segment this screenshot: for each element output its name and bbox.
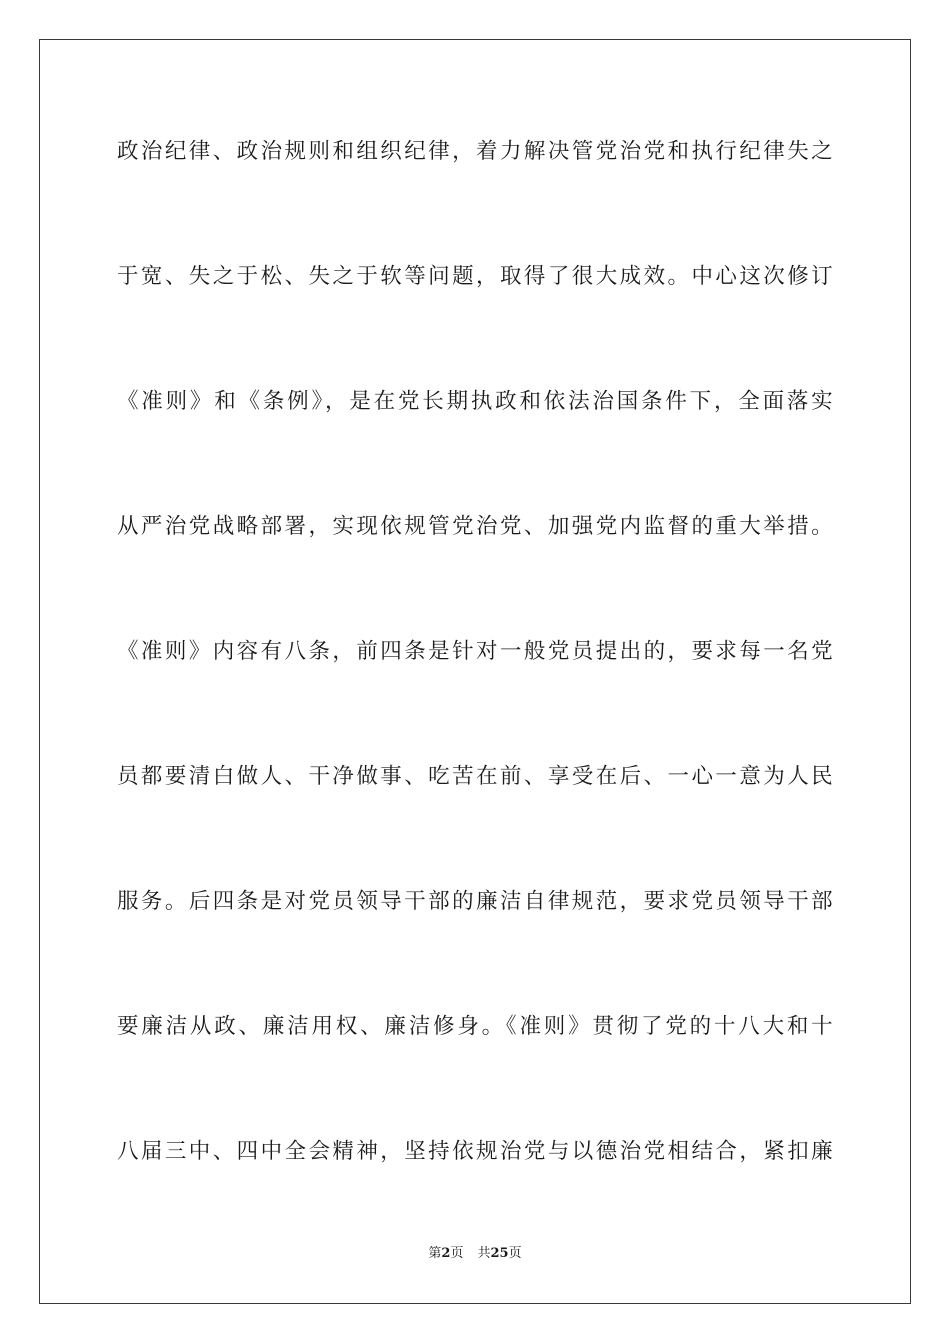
text-line-3: 《准则》和《条例》，是在党长期执政和依法治国条件下，全面落实 xyxy=(117,389,833,414)
text-line-6: 员都要清白做人、干净做事、吃苦在前、享受在后、一心一意为人民 xyxy=(117,764,833,789)
text-line-1: 政治纪律、政治规则和组织纪律，着力解决管党治党和执行纪律失之 xyxy=(117,139,833,164)
text-line-4: 从严治党战略部署，实现依规管党治党、加强党内监督的重大举措。 xyxy=(117,514,833,539)
text-line-7: 服务。后四条是对党员领导干部的廉洁自律规范，要求党员领导干部 xyxy=(117,889,833,914)
current-page-number: 2 xyxy=(441,1246,451,1261)
page-label-suffix: 页 xyxy=(450,1246,464,1261)
text-line-5: 《准则》内容有八条，前四条是针对一般党员提出的，要求每一名党 xyxy=(117,639,833,664)
text-line-8: 要廉洁从政、廉洁用权、廉洁修身。《准则》贯彻了党的十八大和十 xyxy=(117,1014,833,1039)
text-line-2: 于宽、失之于松、失之于软等问题，取得了很大成效。中心这次修订 xyxy=(117,264,833,289)
page-footer xyxy=(0,1245,950,1263)
total-pages-number: 25 xyxy=(490,1246,509,1261)
page-label-prefix: 第 xyxy=(428,1246,442,1261)
text-line-9: 八届三中、四中全会精神，坚持依规治党与以德治党相结合，紧扣廉 xyxy=(117,1139,833,1164)
total-label-suffix: 页 xyxy=(508,1246,522,1261)
total-label-prefix: 共 xyxy=(477,1246,491,1261)
